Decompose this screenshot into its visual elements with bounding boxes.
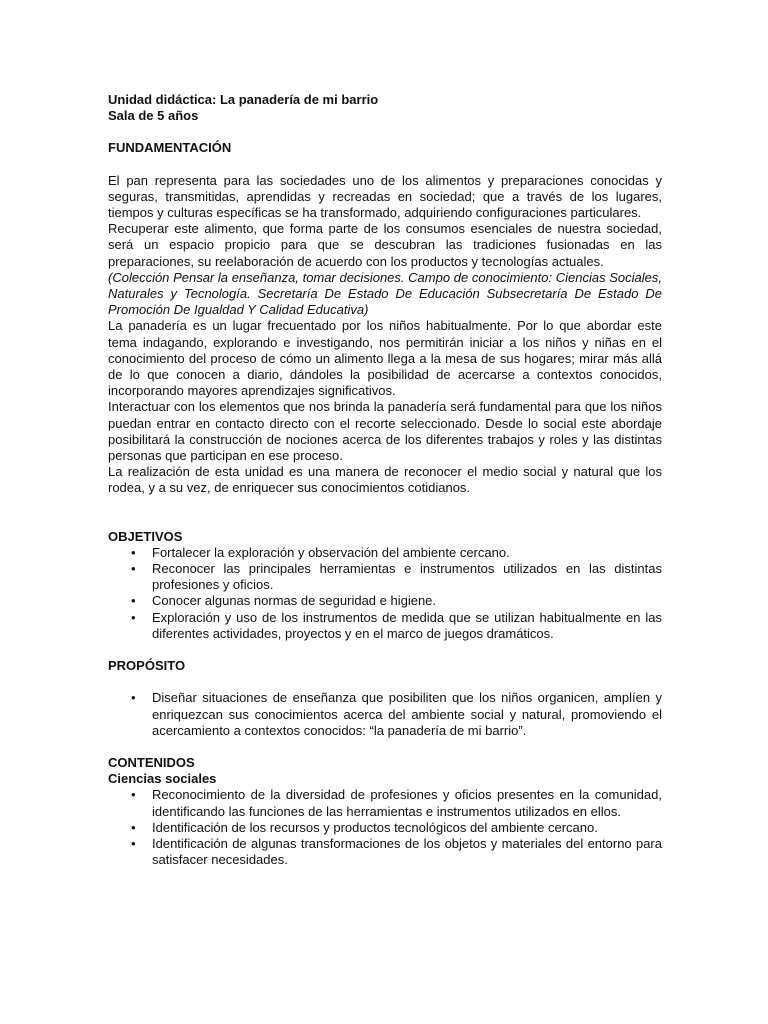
list-item-text: Identificación de los recursos y productos tecnológicos del ambiente cercano. xyxy=(152,819,598,835)
document-title: Unidad didáctica: La panadería de mi barrio xyxy=(108,92,379,107)
list-item xyxy=(108,787,662,819)
objetivos-list xyxy=(108,545,662,642)
contenidos-heading: CONTENIDOS xyxy=(108,754,195,770)
fundamentacion-heading: FUNDAMENTACIÓN xyxy=(108,140,232,156)
list-item-text: Exploración y uso de los instrumentos de medida que se utilizan habitualmente en las diferentes actividades, proyectos y en el marco de juegos dramáticos. xyxy=(152,609,662,641)
bullet-icon: • xyxy=(131,609,136,625)
list-item xyxy=(108,836,662,868)
list-item-text: Diseñar situaciones de enseñanza que posibiliten que los niños organicen, amplíen y enriquezcan sus conocimientos acerca del ambiente social y natural, promoviendo el acercamiento a contextos conocidos: “la panadería de mi barrio”. xyxy=(152,690,662,738)
bullet-icon: • xyxy=(131,544,136,560)
list-item-text: Fortalecer la exploración y observación del ambiente cercano. xyxy=(152,544,510,560)
fundamentacion-paragraph-4: Interactuar con los elementos que nos brinda la panadería será fundamental para que los niños puedan entrar en contacto directo con el recorte seleccionado. Desde lo social este abordaje posibilitará la construcción de nociones acerca de los diferentes trabajos y roles y las distintas personas que participan en ese proceso. xyxy=(108,399,662,464)
list-item xyxy=(108,593,662,609)
fundamentacion-paragraph-1: El pan representa para las sociedades uno de los alimentos y preparaciones conocidas y seguras, transmitidas, aprendidas y recreadas en sociedad; que a través de los lugares, tiempos y culturas específicas se ha transformado, adquiriendo configuraciones particulares. xyxy=(108,172,662,221)
list-item-text: Identificación de algunas transformaciones de los objetos y materiales del entorno para satisfacer necesidades. xyxy=(152,835,662,868)
contenidos-subheading: Ciencias sociales xyxy=(108,771,217,787)
document-subtitle: Sala de 5 años xyxy=(108,108,199,124)
list-item xyxy=(108,610,662,642)
list-item-text: Conocer algunas normas de seguridad e higiene. xyxy=(152,593,437,609)
contenidos-list xyxy=(108,787,662,868)
bullet-icon: • xyxy=(131,787,136,803)
list-item xyxy=(108,545,662,561)
fundamentacion-paragraph-2: Recuperar este alimento, que forma parte de los consumos esenciales de nuestra sociedad, será un espacio propicio para que se descubran las tradiciones fusionadas en las preparaciones, su reelaboración de acuerdo con los productos y tecnologías actuales. xyxy=(108,221,662,269)
objetivos-heading: OBJETIVOS xyxy=(108,528,183,544)
bullet-icon: • xyxy=(131,593,136,609)
fundamentacion-paragraph-3: La panadería es un lugar frecuentado por los niños habitualmente. Por lo que abordar este tema indagando, explorando e investigando, nos permitirán iniciar a los niños y niñas en el conocimiento del proceso de cómo un alimento llega a la mesa de sus hogares; mirar más allá de lo que conocen a diario, dándoles la posibilidad de acercarse a contextos conocidos, incorporando mayores aprendizajes significativos. xyxy=(108,318,662,399)
list-item-text: Reconocer las principales herramientas e instrumentos utilizados en las distintas profesiones y oficios. xyxy=(152,561,662,593)
bullet-icon: • xyxy=(131,819,136,835)
proposito-heading: PROPÓSITO xyxy=(108,658,186,674)
bullet-icon: • xyxy=(131,561,136,577)
list-item xyxy=(108,561,662,593)
list-item-text: Reconocimiento de la diversidad de profesiones y oficios presentes en la comunidad, identificando las funciones de las herramientas e instrumentos utilizados en ellos. xyxy=(152,787,662,819)
list-item xyxy=(108,820,662,836)
fundamentacion-citation: (Colección Pensar la enseñanza, tomar decisiones. Campo de conocimiento: Ciencias Sociales, Naturales y Tecnología. Secretaría De Estado De Educación Subsecretaría De Estado De Promoción De Igualdad Y Calidad Educativa) xyxy=(108,269,662,318)
bullet-icon: • xyxy=(131,690,136,706)
list-item xyxy=(108,690,662,739)
fundamentacion-paragraph-5: La realización de esta unidad es una manera de reconocer el medio social y natural que los rodea, y a su vez, de enriquecer sus conocimientos cotidianos. xyxy=(108,464,662,496)
bullet-icon: • xyxy=(131,835,136,851)
proposito-list xyxy=(108,690,662,739)
document-page xyxy=(108,92,662,868)
